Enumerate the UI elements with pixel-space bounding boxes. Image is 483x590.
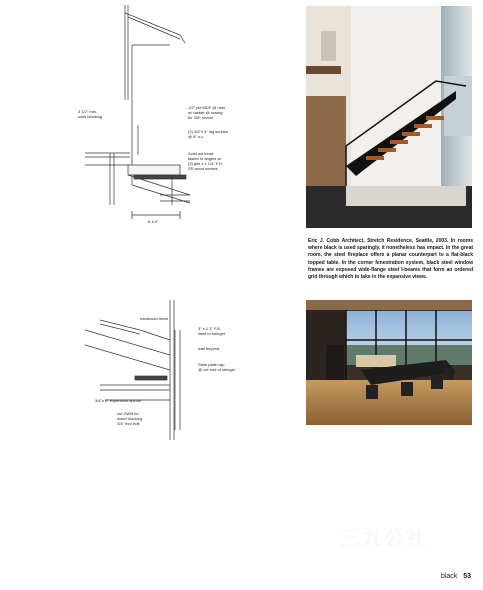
svg-text:3/4" thru bolt: 3/4" thru bolt bbox=[117, 421, 140, 426]
stair-detail-drawing-bottom bbox=[80, 300, 236, 450]
svg-text:@ 8" o.c.: @ 8" o.c. bbox=[188, 134, 205, 139]
label-mdf-riser: 1/2" pld MDF @ riser bbox=[188, 105, 226, 110]
svg-text:for 3/8" reveal: for 3/8" reveal bbox=[188, 115, 213, 120]
label-dim-bottom: 8 1/4" bbox=[148, 219, 159, 224]
svg-text:solid blocking: solid blocking bbox=[78, 114, 103, 119]
label-hardwood-tread: hardwood tread bbox=[140, 316, 168, 321]
label-steel-plate: Steel plate cap bbox=[198, 362, 225, 367]
svg-text:w/ rabbet @ nosing: w/ rabbet @ nosing bbox=[188, 110, 223, 115]
svg-text:fasten to angles w/: fasten to angles w/ bbox=[188, 156, 222, 161]
svg-text:wood blocking: wood blocking bbox=[117, 416, 143, 421]
photo-staircase bbox=[306, 6, 472, 228]
svg-text:SS wood screws: SS wood screws bbox=[188, 166, 218, 171]
label-expansion-anchor: 3/4"x 6" expansion anchor bbox=[95, 398, 142, 403]
watermark: 三九公社 bbox=[340, 526, 428, 550]
label-cut-gwb: cut GWB for bbox=[117, 411, 139, 416]
svg-text:weld to stringer: weld to stringer bbox=[198, 331, 226, 336]
section-name: black bbox=[440, 573, 458, 580]
label-solid-blocking: 3 1/2" min. bbox=[78, 109, 97, 114]
photo-caption: Eric J. Cobb Architect, Stretch Residence, Seattle, 2003. In rooms where black is used sparingly, it nonetheless has impact. In the great room, the steel fireplace offers a planar counterpart to a flat-black topped table. In the corner fenestration system, black steel window frames are exposed wide-flange steel I-beams that form an ordered grid through which to take in the expansive views. bbox=[308, 238, 473, 281]
label-wall-beyond: wall beyond bbox=[198, 346, 220, 351]
photo-great-room bbox=[306, 300, 472, 425]
label-tread: Solid wd tread bbox=[188, 151, 214, 156]
label-flat-bar: 3" x 1 3" F.B. bbox=[198, 326, 221, 331]
stair-detail-drawing-top bbox=[70, 5, 228, 240]
label-lag-screws: (2) 3/4"x 4" lag screws bbox=[188, 129, 228, 134]
svg-text:(2) glbl x 1 1/4" F.H.: (2) glbl x 1 1/4" F.H. bbox=[188, 161, 223, 166]
page-folio bbox=[441, 573, 471, 580]
page-number: 53 bbox=[463, 573, 471, 580]
svg-text:@ cut end of stringer: @ cut end of stringer bbox=[198, 367, 236, 372]
